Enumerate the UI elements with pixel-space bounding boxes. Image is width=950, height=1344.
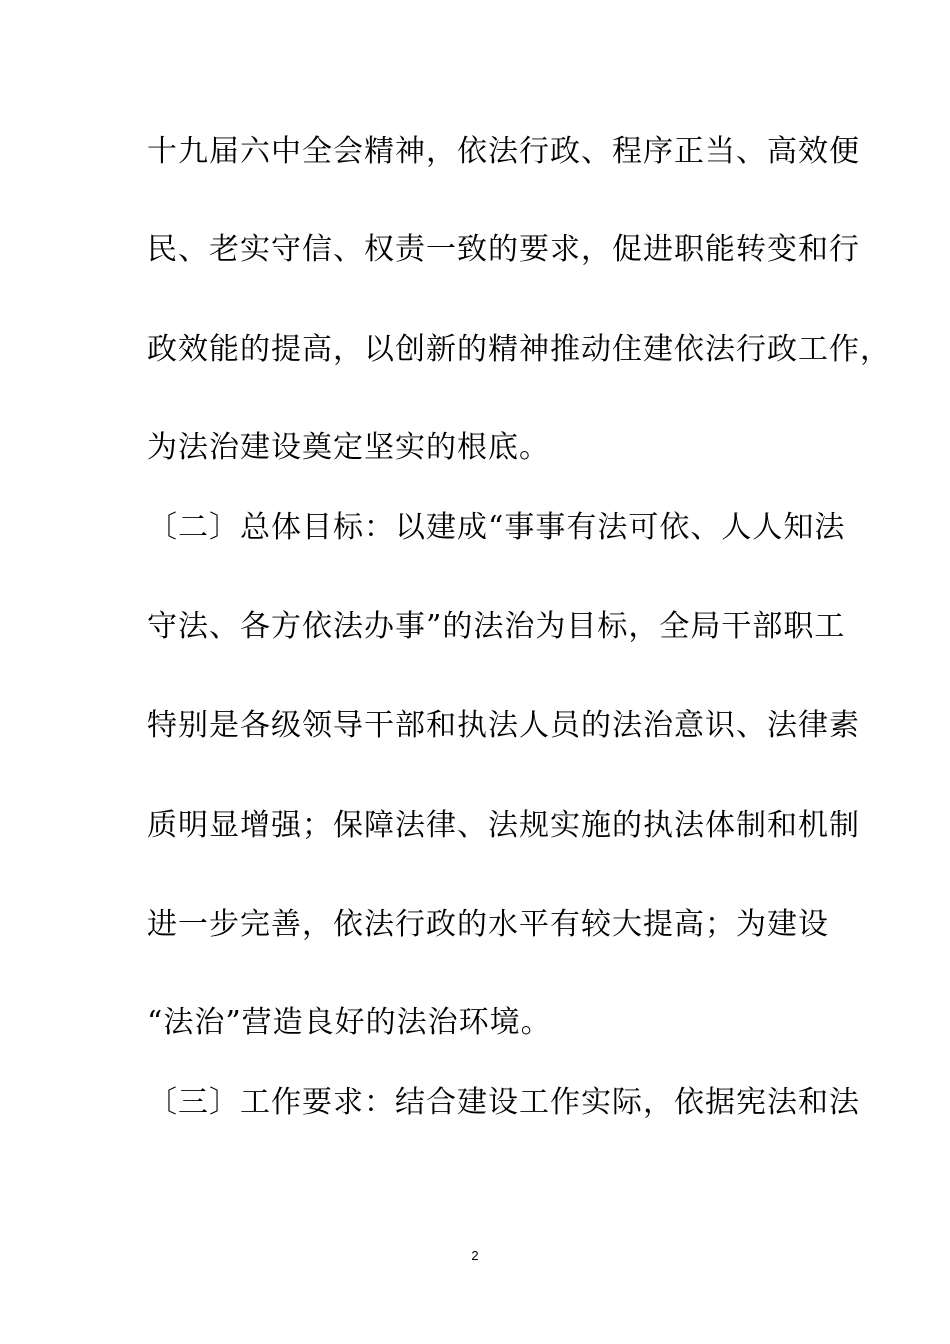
page-number: 2	[471, 1248, 479, 1263]
section-heading-line: 〔三〕工作要求：结合建设工作实际，依据宪法和法	[147, 1085, 860, 1120]
body-text-line: 政效能的提高，以创新的精神推动住建依法行政工作，	[147, 332, 891, 367]
body-text-line: 特别是各级领导干部和执法人员的法治意识、法律素	[147, 708, 860, 743]
body-text-line: 民、老实守信、权责一致的要求，促进职能转变和行	[147, 232, 860, 267]
section-heading-line: 〔二〕总体目标：以建成“事事有法可依、人人知法	[147, 510, 846, 545]
body-text-line: “法治”营造良好的法治环境。	[147, 1005, 552, 1040]
body-text-line: 为法治建设奠定坚实的根底。	[147, 430, 550, 465]
body-text-line: 进一步完善，依法行政的水平有较大提高；为建设	[147, 907, 829, 942]
body-text-line: 守法、各方依法办事”的法治为目标，全局干部职工	[147, 609, 846, 644]
body-text-line: 十九届六中全会精神，依法行政、程序正当、高效便	[147, 134, 860, 169]
body-text-line: 质明显增强；保障法律、法规实施的执法体制和机制	[147, 808, 860, 843]
